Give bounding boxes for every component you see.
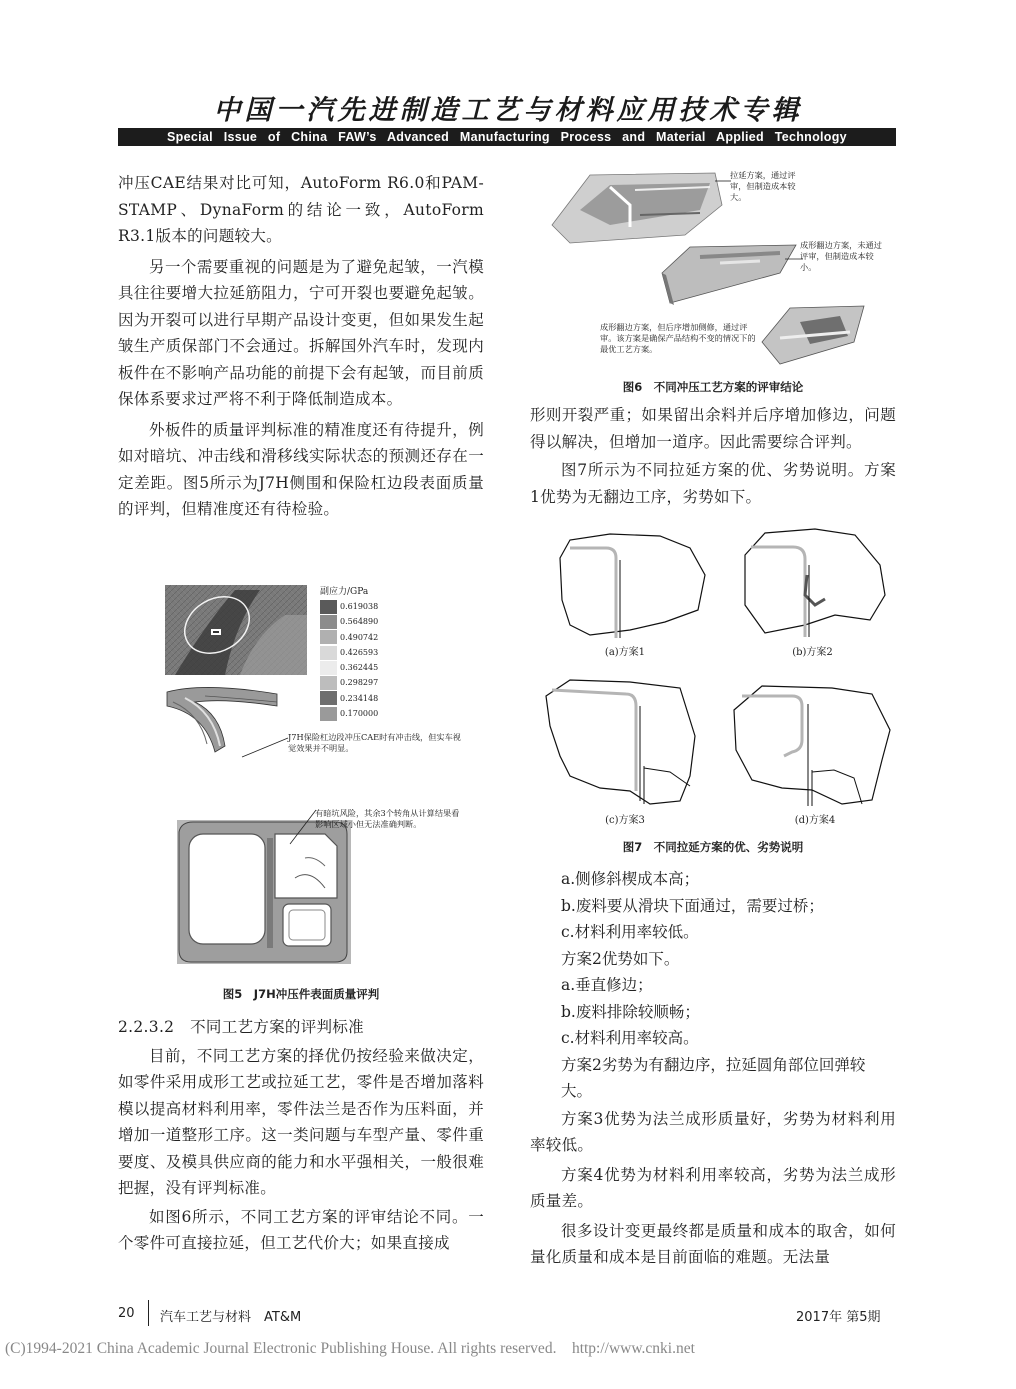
legend-row (320, 645, 378, 660)
legend-row (320, 630, 378, 645)
figure7-caption: 图7 不同拉延方案的优、劣势说明 (622, 840, 804, 854)
paragraph: 外板件的质量评判标准的精准度还有待提升，例如对暗坑、冲击线和滑移线实际状态的预测还存在一定差距。图5所示为J7H侧围和保险杠边段表面质量的评判，但精准度还有待检验。 (118, 420, 484, 518)
figure7-scheme4-diagram (722, 680, 892, 808)
list-item: c.材料利用率较低。 (561, 923, 699, 941)
journal-special-issue-subtitle: Special Issue of China FAW’s Advanced Manufacturing Process and Material Applied Technology (118, 128, 896, 146)
footer-divider (148, 1300, 149, 1326)
legend-value: 0.490742 (340, 632, 379, 642)
list-item: b.废料要从滑块下面通过，需要过桥； (561, 896, 824, 915)
legend-value: 0.619038 (340, 602, 379, 611)
figure5-callout-line (240, 735, 290, 760)
legend-value: 0.426593 (340, 647, 379, 657)
list-item: a.垂直修边； (561, 976, 653, 994)
issue-info: 2017年 第5期 (796, 1310, 881, 1325)
legend-row (320, 614, 378, 629)
legend-row (320, 599, 378, 614)
figure7-scheme1-diagram (540, 530, 710, 640)
figure5-caption: 图5 J7H冲压件表面质量评判 (222, 987, 380, 1001)
figure6-note-draw: 拉延方案，通过评审，但制造成本较大。 (730, 170, 796, 203)
figure6-callout-line-2 (785, 256, 803, 262)
figure7-sub-a: (a)方案1 (604, 647, 646, 658)
legend-swatch (320, 630, 337, 644)
left-column-bottom (118, 1014, 484, 1257)
list-item: c.材料利用率较高。 (561, 1029, 699, 1047)
copyright-notice: (C)1994-2021 China Academic Journal Electronic Publishing House. All rights reserved. http://www.cnki.net (5, 1340, 695, 1357)
figure7-sub-b: (b)方案2 (792, 647, 833, 658)
legend-swatch (320, 707, 337, 721)
legend-swatch (320, 615, 337, 629)
figure5-stress-legend (320, 584, 378, 721)
right-column-bottom (530, 866, 896, 1271)
figure5-note-door: 有暗坑风险，其余3个转角从计算结果看影响区域小但无法准确判断。 (315, 808, 460, 830)
page-number: 20 (118, 1306, 135, 1321)
legend-value: 0.170000 (340, 709, 379, 719)
legend-row (320, 675, 378, 690)
section-heading: 2.2.3.2 不同工艺方案的评判标准 (118, 1018, 364, 1036)
legend-swatch (320, 676, 337, 690)
figure6-note-form: 成形翻边方案，未通过评审，但制造成本较小。 (800, 240, 882, 273)
figure7-sub-c: (c)方案3 (605, 815, 645, 826)
legend-title: 副应力/GPa (320, 587, 369, 597)
legend-row (320, 706, 378, 721)
figure5-bodyside-cae-image (165, 585, 307, 675)
figure6-note-form-trim: 成形翻边方案，但后序增加侧修，通过评审。该方案是确保产品结构不变的情况下的最优工艺方案。 (600, 322, 756, 355)
list-item: a.侧修斜楔成本高； (561, 870, 700, 888)
legend-value: 0.298297 (340, 678, 379, 688)
figure6-draw-scheme-image (550, 165, 725, 245)
paragraph: 图7所示为不同拉延方案的优、劣势说明。方案1优势为无翻边工序，劣势如下。 (530, 461, 896, 506)
legend-swatch (320, 661, 337, 675)
legend-swatch (320, 600, 337, 614)
list-item: b.废料排除较顺畅； (561, 1002, 700, 1021)
figure5-note-bumper: J7H保险杠边段冲压CAE时有冲击线，但实车视觉效果并不明显。 (288, 732, 461, 754)
figure5-door-frame-image (175, 818, 353, 966)
paragraph: 如图6所示，不同工艺方案的评审结论不同。一个零件可直接拉延，但工艺代价大；如果直接成 (118, 1207, 484, 1252)
legend-value: 0.564890 (340, 617, 379, 627)
figure6-callout-line-1 (715, 178, 731, 184)
figure6-caption: 图6 不同冲压工艺方案的评审结论 (622, 380, 804, 394)
paragraph: 方案4优势为材料利用率较高，劣势为法兰成形质量差。 (530, 1165, 896, 1210)
paragraph: 形则开裂严重；如果留出余料并后序增加修边，问题得以解决，但增加一道序。因此需要综合评判。 (530, 406, 896, 451)
legend-value: 0.234148 (340, 693, 379, 703)
paragraph: 很多设计变更最终都是质量和成本的取舍，如何量化质量和成本是目前面临的难题。无法量 (530, 1221, 896, 1266)
paragraph: 冲压CAE结果对比可知，AutoForm R6.0和PAM-STAMP、DynaForm的结论一致，AutoForm R3.1版本的问题较大。 (118, 174, 484, 245)
list-item: 方案2劣势为有翻边序，拉延圆角部位回弹较大。 (561, 1055, 866, 1100)
legend-row (320, 660, 378, 675)
figure7-scheme3-diagram (540, 676, 700, 806)
legend-value: 0.362445 (340, 663, 379, 673)
paragraph: 目前，不同工艺方案的择优仍按经验来做决定，如零件采用成形工艺或拉延工艺，零件是否增加落料模以提高材料利用率，零件法兰是否作为压料面，并增加一道整形工序。这一类问题与车型产量、零件重要度、及模具供应商的能力和水平强相关，一般很难把握，没有评判标准。 (118, 1046, 484, 1197)
figure7-sub-d: (d)方案4 (794, 815, 836, 826)
paragraph: 另一个需要重视的问题是为了避免起皱，一汽模具往往要增大拉延筋阻力，宁可开裂也要避免起皱。因为开裂可以进行早期产品设计变更，但如果发生起皱生产质保部门不会通过。拆解国外汽车时，发现内板件在不影响产品功能的前提下会有起皱，而目前质保体系要求过严将不利于降低制造成本。 (118, 257, 484, 408)
list-item: 方案2优势如下。 (561, 949, 680, 968)
figure7-scheme2-diagram (735, 525, 890, 640)
figure6-form-scheme-image (660, 243, 798, 305)
journal-name: 汽车工艺与材料 AT&M (160, 1310, 302, 1325)
right-column-top (530, 402, 896, 510)
legend-swatch (320, 691, 337, 705)
legend-row (320, 691, 378, 706)
figure6-form-trim-scheme-image (760, 302, 865, 367)
paragraph: 方案3优势为法兰成形质量好，劣势为材料利用率较低。 (530, 1109, 896, 1154)
legend-swatch (320, 646, 337, 660)
left-column-top (118, 170, 484, 523)
journal-special-issue-title: 中国一汽先进制造工艺与材料应用技术专辑 (213, 95, 803, 126)
